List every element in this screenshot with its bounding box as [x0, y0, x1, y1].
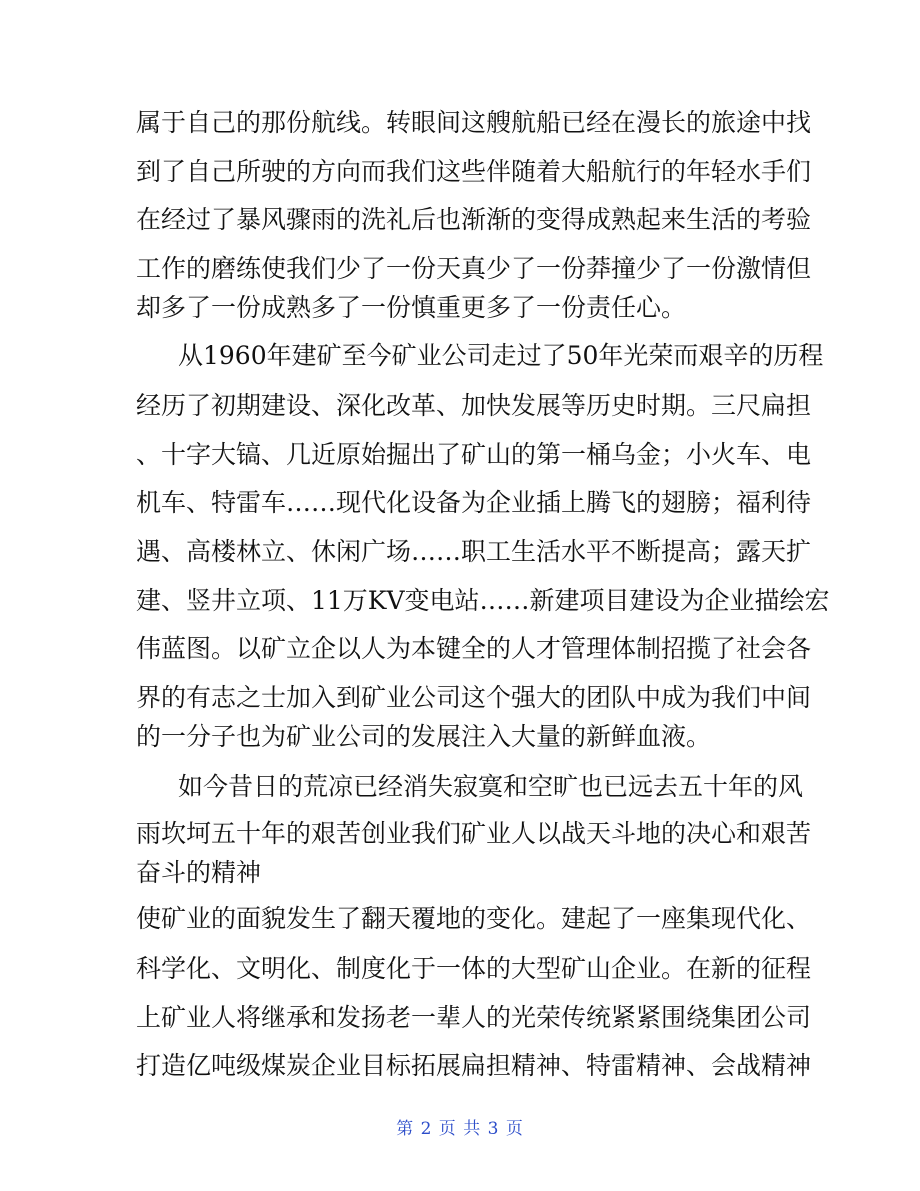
text-line: 上矿业人将继承和发扬老一辈人的光荣传统紧紧围绕集团公司	[136, 1003, 812, 1032]
text-line: 伟蓝图。以矿立企以人为本键全的人才管理体制招揽了社会各	[136, 634, 812, 663]
text-line: 经历了初期建设、深化改革、加快发展等历史时期。三尺扁担	[136, 391, 812, 420]
text-line: 、十字大镐、几近原始掘出了矿山的第一桶乌金；小火车、电	[136, 440, 812, 469]
text-line: 在经过了暴风骤雨的洗礼后也渐渐的变得成熟起来生活的考验	[136, 205, 812, 234]
text-line: 界的有志之士加入到矿业公司这个强大的团队中成为我们中间	[136, 683, 812, 712]
text-line: 雨坎坷五十年的艰苦创业我们矿业人以战天斗地的决心和艰苦	[136, 819, 812, 848]
text-line: 打造亿吨级煤炭企业目标拓展扁担精神、特雷精神、会战精神	[136, 1051, 812, 1080]
text-line: 奋斗的精神	[136, 858, 262, 887]
text-line: 机车、特雷车……现代化设备为企业插上腾飞的翅膀；福利待	[136, 488, 812, 517]
text-line: 到了自己所驶的方向而我们这些伴随着大船航行的年轻水手们	[136, 157, 812, 186]
text-line: 建、竖井立项、11万KV变电站……新建项目建设为企业描绘宏	[136, 586, 830, 615]
paragraph-start-line: 如今昔日的荒凉已经消失寂寞和空旷也已远去五十年的风	[178, 772, 804, 801]
page-number-footer: 第 2 页 共 3 页	[396, 1119, 524, 1139]
paragraph-start-line: 从1960年建矿至今矿业公司走过了50年光荣而艰辛的历程	[178, 341, 824, 370]
text-line: 却多了一份成熟多了一份慎重更多了一份责任心。	[136, 293, 687, 322]
text-line: 使矿业的面貌发生了翻天覆地的变化。建起了一座集现代化、	[136, 904, 812, 933]
text-line: 的一分子也为矿业公司的发展注入大量的新鲜血液。	[136, 722, 712, 751]
text-line: 遇、高楼林立、休闲广场……职工生活水平不断提高；露天扩	[136, 537, 812, 566]
text-line: 科学化、文明化、制度化于一体的大型矿山企业。在新的征程	[136, 954, 812, 983]
text-line: 属于自己的那份航线。转眼间这艘航船已经在漫长的旅途中找	[136, 108, 812, 137]
text-line: 工作的磨练使我们少了一份天真少了一份莽撞少了一份激情但	[136, 254, 812, 283]
